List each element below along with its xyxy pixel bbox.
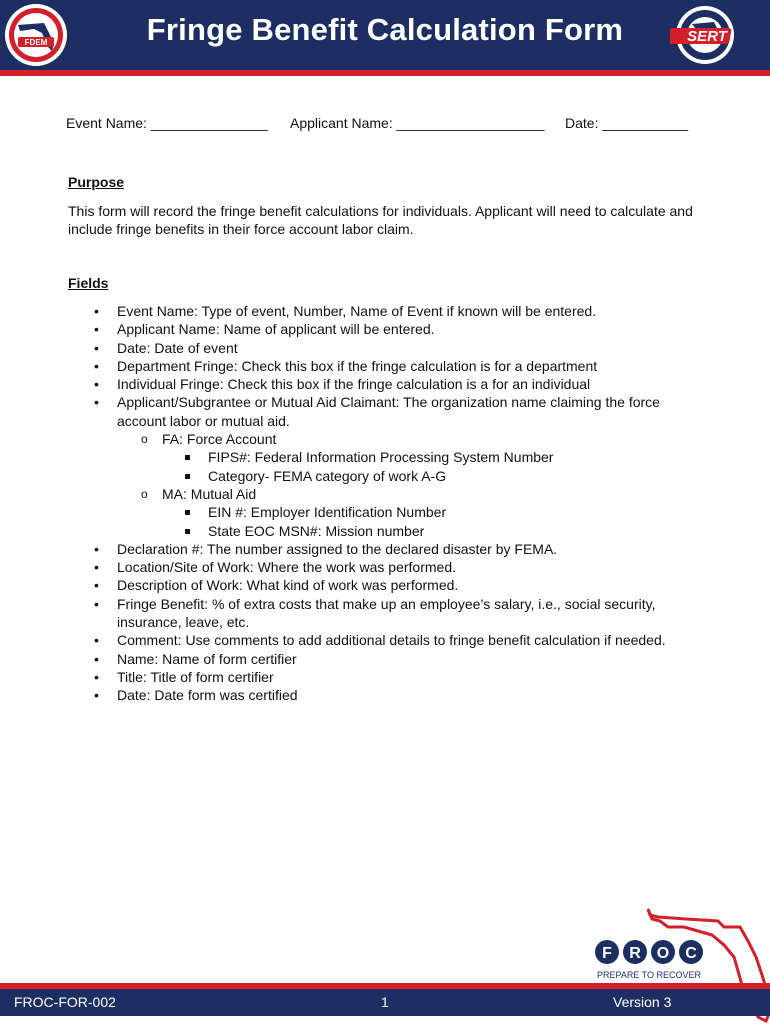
froc-letter-f: F <box>602 945 612 962</box>
list-item: • Date: Date of event <box>68 339 688 357</box>
fields-list <box>68 302 688 705</box>
froc-letter-circles <box>595 940 703 964</box>
footer-bar <box>0 989 770 1016</box>
fdem-logo-text: FDEM <box>24 38 48 47</box>
header-red-stripe <box>0 70 770 76</box>
list-item: • Name: Name of form certifier <box>68 650 688 668</box>
list-item: • Comment: Use comments to add additional details to fringe benefit calculation if needed. <box>68 631 688 649</box>
list-item: • Event Name: Type of event, Number, Name of Event if known will be entered. <box>68 302 688 320</box>
footer-version: Version 3 <box>613 994 672 1010</box>
sub-sub-list-item: FIPS#: Federal Information Processing System Number <box>162 448 688 466</box>
sub-sub-list-item: State EOC MSN#: Mission number <box>162 522 688 540</box>
list-item: • Date: Date form was certified <box>68 686 688 704</box>
footer-page-number: 1 <box>381 994 389 1010</box>
list-item: • Individual Fringe: Check this box if the fringe calculation is a for an individual <box>68 375 688 393</box>
applicant-name-field[interactable]: Applicant Name: ___________________ <box>290 115 545 131</box>
froc-letter-o: O <box>656 945 670 962</box>
list-item: • Description of Work: What kind of work was performed. <box>68 576 688 594</box>
sub-sub-list <box>162 448 688 485</box>
froc-tagline: PREPARE TO RECOVER <box>596 970 702 980</box>
purpose-text: This form will record the fringe benefit calculations for individuals. Applicant will need to calculate and include fringe benefits in their force account labor claim. <box>68 203 693 237</box>
page-title: Fringe Benefit Calculation Form <box>146 12 624 47</box>
sub-list-item-label: MA: Mutual Aid <box>162 485 257 502</box>
list-item: • Applicant Name: Name of applicant will be entered. <box>68 320 688 338</box>
froc-letter-c: C <box>685 945 697 962</box>
sert-logo-text: SERT <box>687 28 727 45</box>
list-item: • Fringe Benefit: % of extra costs that make up an employee’s salary, i.e., social security, insurance, leave, etc. <box>68 595 688 632</box>
footer-doc-id: FROC-FOR-002 <box>14 994 116 1010</box>
sub-list-item <box>117 430 688 485</box>
fields-heading: Fields <box>68 275 109 291</box>
purpose-heading: Purpose <box>68 174 125 190</box>
sub-list <box>117 430 688 540</box>
froc-letter-r: R <box>629 945 641 962</box>
list-item: • Title: Title of form certifier <box>68 668 688 686</box>
list-item: • Declaration #: The number assigned to the declared disaster by FEMA. <box>68 540 688 558</box>
header-bar <box>0 0 770 70</box>
sub-list-item <box>117 485 688 540</box>
sub-sub-list-item: EIN #: Employer Identification Number <box>162 503 688 521</box>
list-item-with-sublist <box>68 393 688 539</box>
list-item: • Location/Site of Work: Where the work was performed. <box>68 558 688 576</box>
list-item: • Department Fringe: Check this box if the fringe calculation is for a department <box>68 357 688 375</box>
sub-sub-list-item: Category- FEMA category of work A-G <box>162 467 688 485</box>
event-name-field[interactable]: Event Name: _______________ <box>66 115 268 131</box>
sub-sub-list <box>162 503 688 540</box>
date-field[interactable]: Date: ___________ <box>565 115 688 131</box>
sub-list-item-label: FA: Force Account <box>162 431 277 448</box>
list-item-text: Applicant/Subgrantee or Mutual Aid Claimant: The organization name claiming the force account labor or mutual aid. <box>117 394 660 429</box>
sert-logo <box>670 4 740 66</box>
